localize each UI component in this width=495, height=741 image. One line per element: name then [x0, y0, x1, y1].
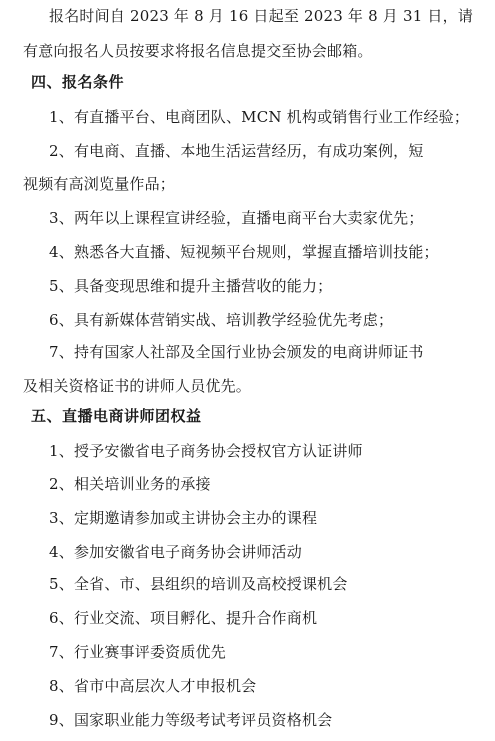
intro-line-2: 有意向报名人员按要求将报名信息提交至协会邮箱。 [23, 42, 373, 60]
eligibility-item-6: 6、具有新媒体营销实战、培训教学经验优先考虑； [49, 311, 394, 329]
eligibility-item-5: 5、具备变现思维和提升主播营收的能力； [49, 277, 333, 295]
benefit-item-5: 5、全省、市、县组织的培训及高校授课机会 [49, 575, 348, 593]
section-heading-eligibility: 四、报名条件 [31, 73, 125, 91]
benefit-item-8: 8、省市中高层次人才申报机会 [49, 677, 257, 695]
eligibility-item-2-cont: 视频有高浏览量作品； [23, 175, 176, 193]
section-heading-benefits: 五、直播电商讲师团权益 [31, 407, 202, 425]
benefit-item-1: 1、授予安徽省电子商务协会授权官方认证讲师 [49, 442, 363, 460]
eligibility-item-7-cont: 及相关资格证书的讲师人员优先。 [23, 377, 252, 395]
benefit-item-9: 9、国家职业能力等级考试考评员资格机会 [49, 711, 333, 729]
eligibility-item-3: 3、两年以上课程宣讲经验，直播电商平台大卖家优先； [49, 209, 424, 227]
eligibility-item-1: 1、有直播平台、电商团队、MCN 机构或销售行业工作经验； [49, 108, 470, 126]
benefit-item-2: 2、相关培训业务的承接 [49, 475, 211, 493]
eligibility-item-4: 4、熟悉各大直播、短视频平台规则，掌握直播培训技能； [49, 243, 439, 261]
benefit-item-6: 6、行业交流、项目孵化、提升合作商机 [49, 609, 318, 627]
benefit-item-7: 7、行业赛事评委资质优先 [49, 643, 226, 661]
intro-line-1: 报名时间自 2023 年 8 月 16 日起至 2023 年 8 月 31 日，请 [49, 7, 474, 25]
benefit-item-4: 4、参加安徽省电子商务协会讲师活动 [49, 543, 302, 561]
eligibility-item-7: 7、持有国家人社部及全国行业协会颁发的电商讲师证书 [49, 343, 424, 361]
benefit-item-3: 3、定期邀请参加或主讲协会主办的课程 [49, 509, 318, 527]
eligibility-item-2: 2、有电商、直播、本地生活运营经历，有成功案例，短 [49, 142, 424, 160]
